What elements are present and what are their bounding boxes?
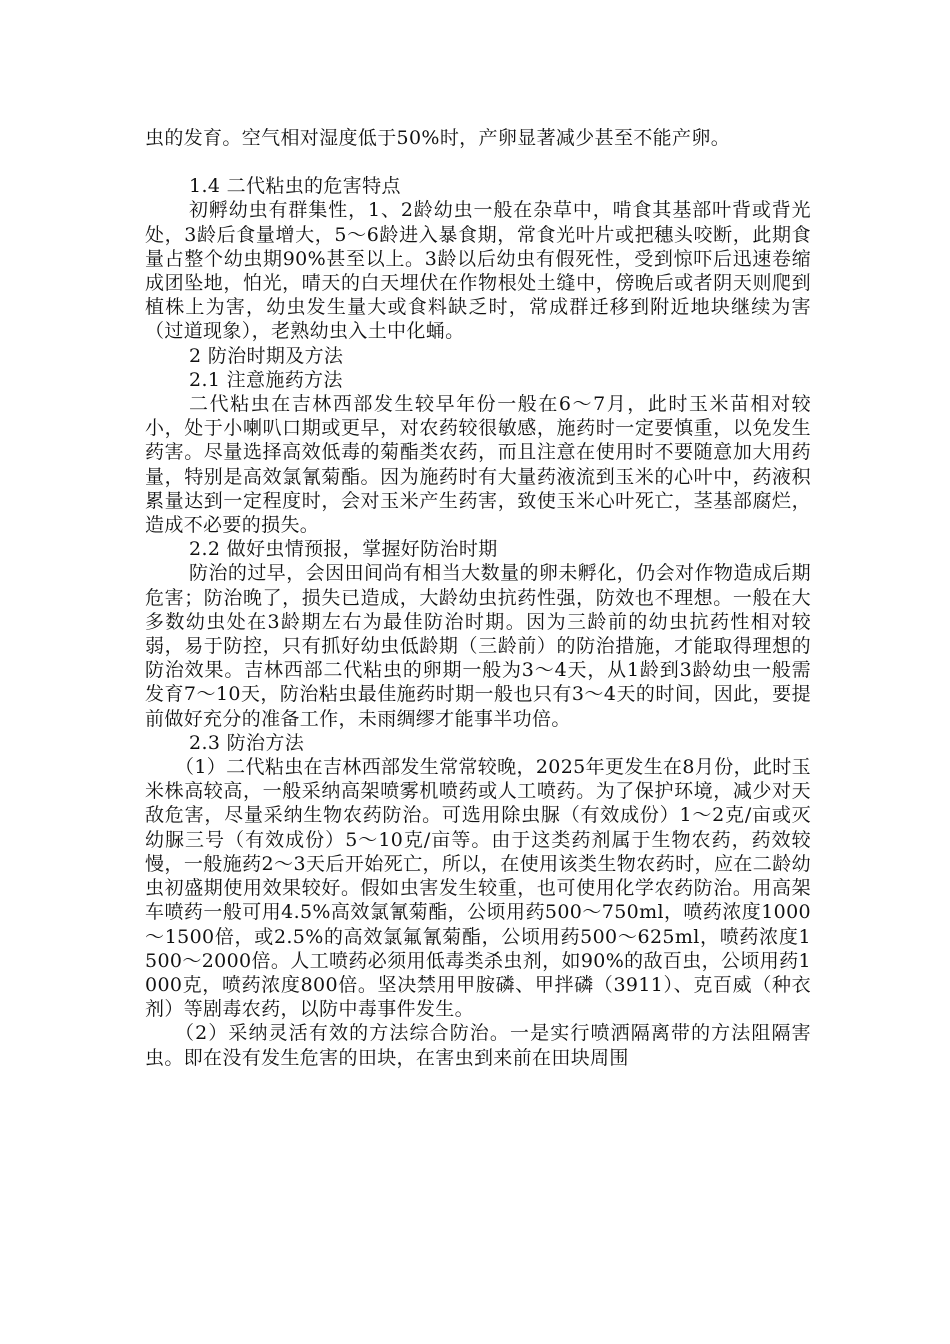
paragraph-control-method-2: （2）采纳灵活有效的方法综合防治。一是实行喷洒隔离带的方法阻隔害虫。即在没有发生危害的田块，在害虫到来前在田块周围	[145, 1022, 811, 1069]
paragraph-application-method: 二代粘虫在吉林西部发生较早年份一般在6～7月，此时玉米苗相对较小，处于小喇叭口期或更早，对农药较很敏感，施药时一定要慎重，以免发生药害。尽量选择高效低毒的菊酯类农药，而且注意在使用时不要随意加大用药量，特别是高效氯氰菊酯。因为施药时有大量药液流到玉米的心叶中，药液积累量达到一定程度时，会对玉米产生药害，致使玉米心叶死亡，茎基部腐烂，造成不必要的损失。	[145, 393, 811, 537]
section-heading-2-1: 2.1 注意施药方法	[189, 368, 343, 391]
section-heading-2-3: 2.3 防治方法	[189, 731, 305, 754]
paragraph-damage-characteristics: 初孵幼虫有群集性，1、2龄幼虫一般在杂草中，啃食其基部叶背或背光处，3龄后食量增大，5～6龄进入暴食期，常食光叶片或把穗头咬断，此期食量占整个幼虫期90%甚至以上。3龄以后幼虫有假死性，受到惊吓后迅速卷缩成团坠地，怕光，晴天的白天埋伏在作物根处土缝中，傍晚后或者阴天则爬到植株上为害，幼虫发生量大或食料缺乏时，常成群迁移到附近地块继续为害（过道现象），老熟幼虫入土中化蛹。	[145, 199, 811, 343]
paragraph-continuation: 虫的发育。空气相对湿度低于50%时，产卵显著减少甚至不能产卵。	[145, 127, 731, 149]
section-heading-1-4: 1.4 二代粘虫的危害特点	[189, 175, 401, 198]
document-page	[145, 126, 811, 1070]
paragraph-control-method-1: （1）二代粘虫在吉林西部发生常常较晚，2025年更发生在8月份，此时玉米株高较高，一般采纳高架喷雾机喷药或人工喷药。为了保护环境，减少对天敌危害，尽量采纳生物农药防治。可选用除虫脲（有效成份）1～2克/亩或灭幼脲三号（有效成份）5～10克/亩等。由于这类药剂属于生物农药，药效较慢，一般施药2～3天后开始死亡，所以，在使用该类生物农药时，应在二龄幼虫初盛期使用效果较好。假如虫害发生较重，也可使用化学农药防治。用高架车喷药一般可用4.5%高效氯氰菊酯，公顷用药500～750ml，喷药浓度1000～1500倍，或2.5%的高效氯氟氰菊酯，公顷用药500～625ml，喷药浓度1500～2000倍。人工喷药必须用低毒类杀虫剂，如90%的敌百虫，公顷用药1000克，喷药浓度800倍。坚决禁用甲胺磷、甲拌磷（3911）、克百威（种衣剂）等剧毒农药，以防中毒事件发生。	[145, 756, 811, 1021]
section-heading-2: 2 防治时期及方法	[189, 344, 344, 367]
section-heading-2-2: 2.2 做好虫情预报，掌握好防治时期	[189, 538, 498, 561]
paragraph-forecast-timing: 防治的过早，会因田间尚有相当大数量的卵未孵化，仍会对作物造成后期危害；防治晚了，损失已造成，大龄幼虫抗药性强，防效也不理想。一般在大多数幼虫处在3龄期左右为最佳防治时期。因为三龄前的幼虫抗药性相对较弱，易于防控，只有抓好幼虫低龄期（三龄前）的防治措施，才能取得理想的防治效果。吉林西部二代粘虫的卵期一般为3～4天，从1龄到3龄幼虫一般需发育7～10天，防治粘虫最佳施药时期一般也只有3～4天的时间，因此，要提前做好充分的准备工作，未雨绸缪才能事半功倍。	[145, 562, 811, 730]
